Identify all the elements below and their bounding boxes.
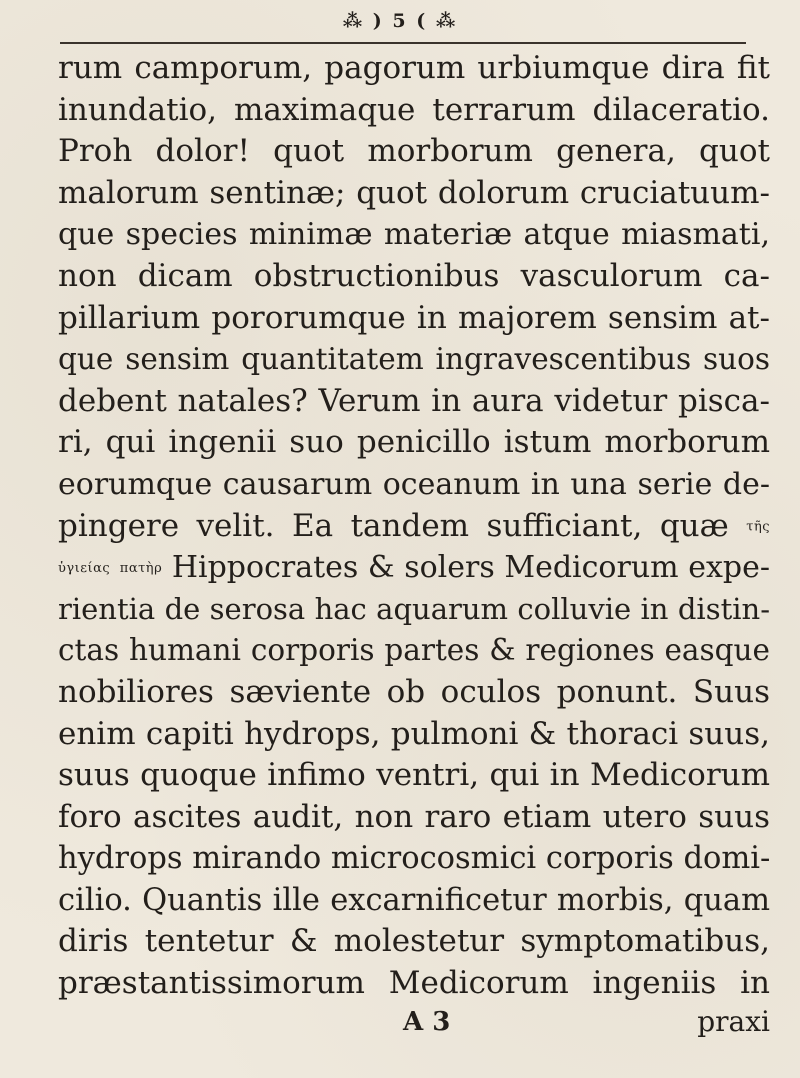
- catchword: praxi: [697, 1005, 770, 1038]
- text-line-12: [58, 506, 770, 548]
- text-line-19: foro ascites audit, non raro etiam utero suus: [58, 798, 770, 835]
- text-line-17: enim capiti hydrops, pulmoni & thoraci suus,: [58, 715, 770, 752]
- text-line-4: malorum sentinæ; quot dolorum cruciatuum-: [58, 174, 770, 211]
- text-line-6: non dicam obstructionibus vasculorum ca-: [58, 257, 770, 294]
- text-line-1: rum camporum, pagorum urbiumque dira fit: [58, 50, 770, 86]
- greek-word-hygieias: ὑγιείας: [58, 561, 111, 577]
- text-line-18: suus quoque infimo ventri, qui in Medicorum: [58, 757, 770, 794]
- text-line-13: [58, 547, 770, 589]
- text-line-14: rientia de serosa hac aquarum colluvie in distin-: [58, 591, 770, 626]
- text-line-8: que sensim quantitatem ingravescentibus suos: [58, 342, 770, 377]
- text-line-3: Proh dolor! quot morborum genera, quot: [58, 133, 770, 170]
- text-line-5: que species minimæ materiæ atque miasmati,: [58, 217, 770, 253]
- header-rule: [60, 42, 746, 44]
- text-line-9: debent natales? Verum in aura videtur pisca-: [58, 382, 770, 419]
- text-line-2: inundatio, maximaque terrarum dilaceratio.: [58, 91, 770, 128]
- text-line-23: præstantissimorum Medicorum ingeniis in: [58, 965, 770, 1002]
- page-header: ⁂ ) 5 ( ⁂: [342, 10, 458, 32]
- text-line-10: ri, qui ingenii suo penicillo istum morborum: [58, 424, 770, 461]
- page-footer: [58, 1002, 770, 1042]
- text-line-21: cilio. Quantis ille excarnificetur morbis, quam: [58, 882, 770, 918]
- greek-word-pater: πατὴρ: [119, 561, 163, 577]
- body-text: [58, 48, 770, 1005]
- text-line-11: eorumque causarum oceanum in una serie de-: [58, 466, 770, 502]
- text-line-20: hydrops mirando microcosmici corporis domi-: [58, 841, 771, 877]
- text-line-16: nobiliores sæviente ob oculos ponunt. Suus: [58, 673, 770, 710]
- text-line-15: ctas humani corporis partes & regiones easque: [58, 633, 770, 668]
- greek-word-tes: τῆς: [746, 519, 771, 535]
- text-line-22: diris tentetur & molestetur symptomatibus,: [58, 923, 770, 960]
- text-line-12-main: pingere velit. Ea tandem sufficiant, quæ: [58, 507, 729, 544]
- text-line-7: pillarium pororumque in majorem sensim at-: [58, 299, 770, 336]
- signature-mark: A 3: [403, 1007, 451, 1037]
- text-line-13-rest: Hippocrates & solers Medicorum expe-: [171, 550, 770, 586]
